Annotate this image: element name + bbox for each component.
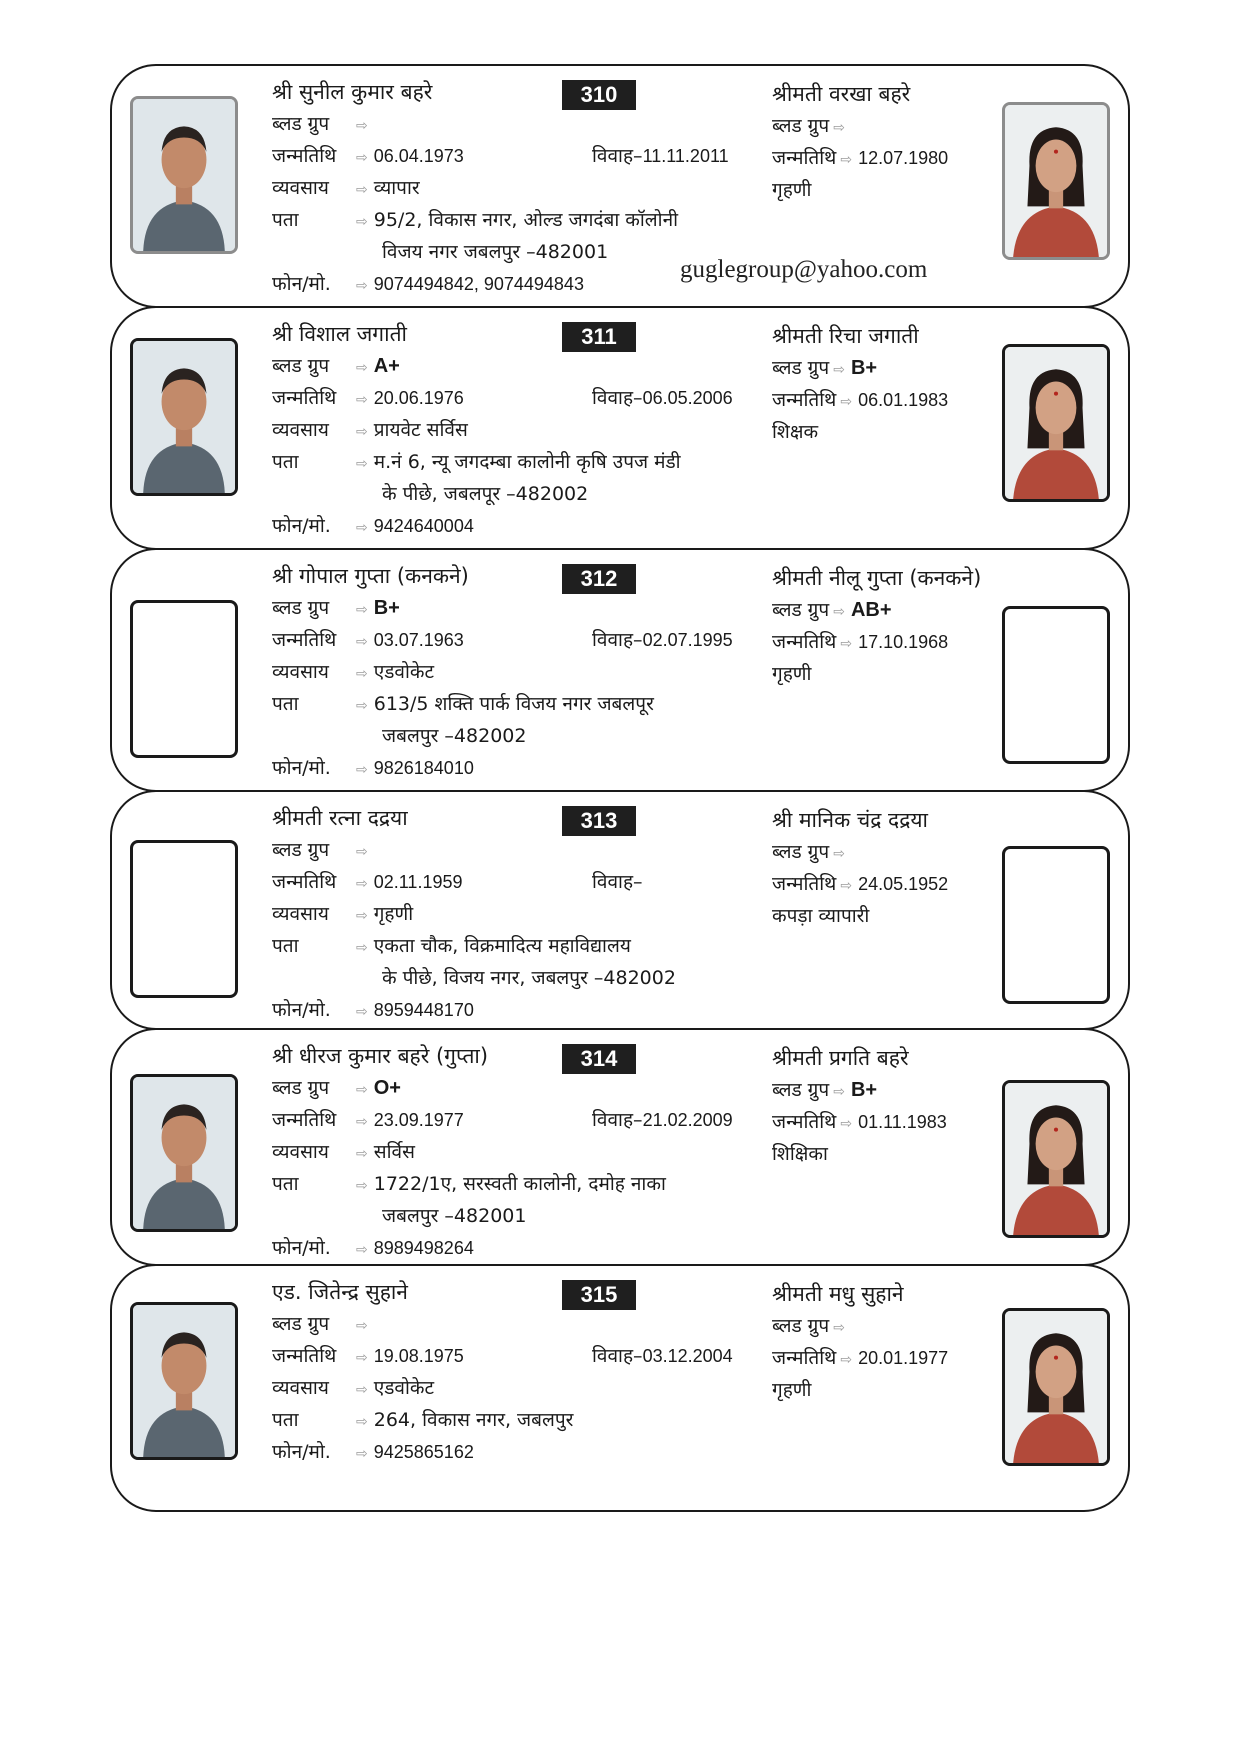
spouse-photo	[1002, 1080, 1110, 1238]
marriage-value: 11.11.2011	[642, 146, 729, 166]
marriage-date	[592, 140, 729, 172]
member-number-badge: 313	[562, 806, 636, 836]
marriage-label: विवाह–	[592, 1109, 643, 1131]
dob-value: 06.04.1973	[373, 146, 464, 166]
blood-group-label: ब्लड ग्रुप	[772, 1079, 830, 1101]
arrow-icon: ⇨	[356, 392, 368, 408]
member-card	[110, 306, 1130, 550]
arrow-icon: ⇨	[356, 118, 368, 134]
arrow-icon: ⇨	[356, 1318, 368, 1334]
marriage-label: विवाह–	[592, 1345, 643, 1367]
member-number-badge: 310	[562, 80, 636, 110]
dob-label: जन्मतिथि	[272, 1109, 337, 1131]
marriage-label: विवाह–	[592, 387, 643, 409]
spouse-details	[772, 1042, 947, 1170]
arrow-icon: ⇨	[356, 1382, 368, 1398]
blood-group-label: ब्लड ग्रुप	[772, 115, 830, 137]
arrow-icon: ⇨	[356, 940, 368, 956]
blood-group-label: ब्लड ग्रुप	[772, 841, 830, 863]
blood-group-label: ब्लड ग्रुप	[272, 839, 330, 861]
address-label: पता	[272, 1173, 299, 1195]
blood-group-label: ब्लड ग्रुप	[272, 355, 330, 377]
occupation-label: व्यवसाय	[272, 177, 329, 199]
occupation-value: एडवोकेट	[373, 1377, 435, 1399]
spouse-blood-group-value: B+	[850, 1079, 878, 1101]
arrow-icon: ⇨	[356, 278, 368, 294]
arrow-icon: ⇨	[840, 1352, 853, 1368]
arrow-icon: ⇨	[833, 846, 845, 862]
arrow-icon: ⇨	[356, 876, 368, 892]
blood-group-label: ब्लड ग्रुप	[272, 1313, 330, 1335]
member-number-badge: 311	[562, 322, 636, 352]
phone-value: 9074494842, 9074494843	[373, 274, 584, 294]
address-line-1: एकता चौक, विक्रमादित्य महाविद्यालय	[373, 935, 631, 957]
dob-label: जन्मतिथि	[272, 145, 337, 167]
marriage-date	[592, 624, 733, 656]
blood-group-label: ब्लड ग्रुप	[772, 1315, 830, 1337]
arrow-icon: ⇨	[833, 1320, 845, 1336]
member-card	[110, 790, 1130, 1030]
phone-value: 9424640004	[373, 516, 474, 536]
arrow-icon: ⇨	[356, 908, 368, 924]
dob-label: जन्मतिथि	[772, 147, 837, 169]
marriage-date	[592, 382, 733, 414]
address-label: पता	[272, 451, 299, 473]
member-photo	[130, 600, 238, 758]
arrow-icon: ⇨	[356, 360, 368, 376]
spouse-photo	[1002, 1308, 1110, 1466]
phone-label: फोन/मो.	[272, 1441, 331, 1463]
member-name: श्री विशाल जगाती	[272, 322, 407, 346]
phone-label: फोन/मो.	[272, 515, 331, 537]
arrow-icon: ⇨	[356, 424, 368, 440]
member-name: एड. जितेन्द्र सुहाने	[272, 1280, 408, 1304]
arrow-icon: ⇨	[356, 182, 368, 198]
occupation-value: सर्विस	[373, 1141, 415, 1163]
member-name: श्रीमती रत्ना दद्रया	[272, 806, 408, 830]
marriage-value: 21.02.2009	[642, 1110, 733, 1130]
email-address: guglegroup@yahoo.com	[680, 256, 928, 283]
address-line-2: के पीछे, जबलपूर –482002	[382, 483, 589, 505]
phone-label: फोन/मो.	[272, 273, 331, 295]
address-line-2: जबलपुर –482001	[382, 1205, 527, 1227]
spouse-photo	[1002, 606, 1110, 764]
spouse-name: श्रीमती मधु सुहाने	[772, 1282, 904, 1306]
address-line-2: विजय नगर जबलपुर –482001	[382, 241, 609, 263]
arrow-icon: ⇨	[356, 1082, 368, 1098]
member-name: श्री सुनील कुमार बहरे	[272, 80, 433, 104]
arrow-icon: ⇨	[833, 362, 845, 378]
blood-group-label: ब्लड ग्रुप	[772, 599, 830, 621]
marriage-date	[592, 1340, 733, 1372]
spouse-occupation: गृहणी	[772, 663, 812, 685]
phone-label: फोन/मो.	[272, 1237, 331, 1259]
arrow-icon: ⇨	[356, 1242, 368, 1258]
blood-group-value: A+	[373, 355, 400, 377]
occupation-label: व्यवसाय	[272, 661, 329, 683]
arrow-icon: ⇨	[356, 1178, 368, 1194]
address-line-1: 1722/1ए, सरस्वती कालोनी, दमोह नाका	[373, 1173, 666, 1195]
arrow-icon: ⇨	[356, 844, 368, 860]
occupation-value: एडवोकेट	[373, 661, 435, 683]
address-line-1: 613/5 शक्ति पार्क विजय नगर जबलपूर	[373, 693, 654, 715]
occupation-label: व्यवसाय	[272, 903, 329, 925]
spouse-photo	[1002, 846, 1110, 1004]
dob-label: जन्मतिथि	[272, 387, 337, 409]
dob-label: जन्मतिथि	[772, 631, 837, 653]
spouse-photo	[1002, 102, 1110, 260]
address-line-1: 95/2, विकास नगर, ओल्ड जगदंबा कॉलोनी	[373, 209, 679, 231]
arrow-icon: ⇨	[356, 1146, 368, 1162]
blood-group-label: ब्लड ग्रुप	[272, 1077, 330, 1099]
address-label: पता	[272, 209, 299, 231]
marriage-label: विवाह–	[592, 145, 643, 167]
arrow-icon: ⇨	[356, 698, 368, 714]
member-photo	[130, 1302, 238, 1460]
arrow-icon: ⇨	[356, 1446, 368, 1462]
dob-label: जन्मतिथि	[772, 389, 837, 411]
spouse-details	[772, 562, 981, 690]
arrow-icon: ⇨	[840, 152, 853, 168]
arrow-icon: ⇨	[356, 1350, 368, 1366]
spouse-occupation: कपड़ा व्यापारी	[772, 905, 870, 927]
spouse-details	[772, 1278, 948, 1406]
phone-value: 8989498264	[373, 1238, 474, 1258]
arrow-icon: ⇨	[840, 394, 853, 410]
arrow-icon: ⇨	[840, 636, 853, 652]
arrow-icon: ⇨	[833, 1084, 845, 1100]
occupation-value: प्रायवेट सर्विस	[373, 419, 468, 441]
dob-label: जन्मतिथि	[772, 1111, 837, 1133]
address-line-1: म.नं 6, न्यू जगदम्बा कालोनी कृषि उपज मंडी	[373, 451, 681, 473]
spouse-blood-group-value: AB+	[850, 599, 892, 621]
marriage-date	[592, 866, 643, 898]
dob-label: जन्मतिथि	[272, 1345, 337, 1367]
blood-group-value: B+	[373, 597, 400, 619]
member-name: श्री धीरज कुमार बहरे (गुप्ता)	[272, 1044, 489, 1068]
spouse-name: श्रीमती प्रगति बहरे	[772, 1046, 909, 1070]
occupation-value: व्यापार	[373, 177, 420, 199]
marriage-value: 06.05.2006	[642, 388, 733, 408]
member-card	[110, 548, 1130, 792]
occupation-label: व्यवसाय	[272, 419, 329, 441]
phone-label: फोन/मो.	[272, 999, 331, 1021]
phone-value: 9425865162	[373, 1442, 474, 1462]
arrow-icon: ⇨	[356, 1114, 368, 1130]
marriage-label: विवाह–	[592, 629, 643, 651]
spouse-occupation: गृहणी	[772, 1379, 812, 1401]
spouse-name: श्रीमती रिचा जगाती	[772, 324, 919, 348]
member-photo	[130, 96, 238, 254]
member-card	[110, 64, 1130, 308]
arrow-icon: ⇨	[356, 214, 368, 230]
blood-group-value: O+	[373, 1077, 401, 1099]
blood-group-label: ब्लड ग्रुप	[772, 357, 830, 379]
arrow-icon: ⇨	[356, 1414, 368, 1430]
arrow-icon: ⇨	[833, 604, 845, 620]
spouse-dob-value: 17.10.1968	[858, 632, 949, 652]
marriage-date	[592, 1104, 733, 1136]
arrow-icon: ⇨	[833, 120, 845, 136]
member-photo	[130, 338, 238, 496]
spouse-dob-value: 24.05.1952	[858, 874, 949, 894]
spouse-blood-group-value: B+	[850, 357, 878, 379]
arrow-icon: ⇨	[356, 150, 368, 166]
spouse-occupation: शिक्षक	[772, 421, 819, 443]
address-label: पता	[272, 1409, 299, 1431]
blood-group-label: ब्लड ग्रुप	[272, 597, 330, 619]
address-label: पता	[272, 935, 299, 957]
dob-value: 20.06.1976	[373, 388, 464, 408]
member-photo	[130, 840, 238, 998]
arrow-icon: ⇨	[356, 520, 368, 536]
arrow-icon: ⇨	[356, 762, 368, 778]
spouse-occupation: गृहणी	[772, 179, 812, 201]
arrow-icon: ⇨	[356, 634, 368, 650]
spouse-details	[772, 320, 948, 448]
member-number-badge: 312	[562, 564, 636, 594]
arrow-icon: ⇨	[356, 1004, 368, 1020]
member-card	[110, 1028, 1130, 1266]
spouse-dob-value: 12.07.1980	[858, 148, 949, 168]
address-label: पता	[272, 693, 299, 715]
arrow-icon: ⇨	[840, 1116, 853, 1132]
spouse-dob-value: 01.11.1983	[858, 1112, 947, 1132]
blood-group-label: ब्लड ग्रुप	[272, 113, 330, 135]
member-name: श्री गोपाल गुप्ता (कनकने)	[272, 564, 469, 588]
occupation-label: व्यवसाय	[272, 1377, 329, 1399]
arrow-icon: ⇨	[356, 666, 368, 682]
dob-label: जन्मतिथि	[772, 873, 837, 895]
address-line-2: के पीछे, विजय नगर, जबलपुर –482002	[382, 967, 676, 989]
address-line-1: 264, विकास नगर, जबलपुर	[373, 1409, 574, 1431]
spouse-details	[772, 78, 948, 206]
member-card	[110, 1264, 1130, 1512]
marriage-value: 03.12.2004	[642, 1346, 733, 1366]
address-line-2: जबलपुर –482002	[382, 725, 527, 747]
spouse-details	[772, 804, 948, 932]
spouse-dob-value: 06.01.1983	[858, 390, 949, 410]
dob-value: 02.11.1959	[373, 872, 463, 892]
arrow-icon: ⇨	[356, 602, 368, 618]
spouse-name: श्रीमती वरखा बहरे	[772, 82, 911, 106]
dob-label: जन्मतिथि	[272, 629, 337, 651]
member-number-badge: 314	[562, 1044, 636, 1074]
dob-label: जन्मतिथि	[272, 871, 337, 893]
marriage-label: विवाह–	[592, 871, 643, 893]
dob-value: 03.07.1963	[373, 630, 464, 650]
spouse-name: श्रीमती नीलू गुप्ता (कनकने)	[772, 566, 982, 590]
phone-value: 8959448170	[373, 1000, 474, 1020]
spouse-dob-value: 20.01.1977	[858, 1348, 949, 1368]
phone-value: 9826184010	[373, 758, 474, 778]
member-photo	[130, 1074, 238, 1232]
arrow-icon: ⇨	[356, 456, 368, 472]
spouse-photo	[1002, 344, 1110, 502]
dob-label: जन्मतिथि	[772, 1347, 837, 1369]
dob-value: 19.08.1975	[373, 1346, 464, 1366]
occupation-value: गृहणी	[373, 903, 414, 925]
member-number-badge: 315	[562, 1280, 636, 1310]
marriage-value: 02.07.1995	[642, 630, 733, 650]
spouse-name: श्री मानिक चंद्र दद्रया	[772, 808, 928, 832]
spouse-occupation: शिक्षिका	[772, 1143, 828, 1165]
occupation-label: व्यवसाय	[272, 1141, 329, 1163]
arrow-icon: ⇨	[840, 878, 853, 894]
phone-label: फोन/मो.	[272, 757, 331, 779]
dob-value: 23.09.1977	[373, 1110, 464, 1130]
